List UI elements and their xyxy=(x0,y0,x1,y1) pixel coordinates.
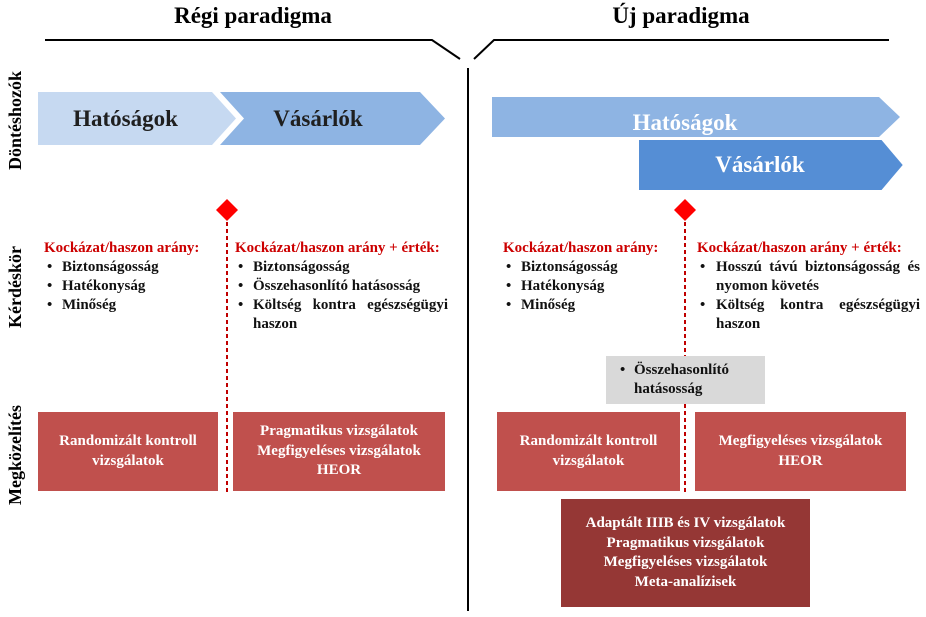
old-risk-benefit-block xyxy=(44,239,219,315)
old-risk-benefit-value-list xyxy=(235,258,448,334)
old-risk-benefit-value-heading: Kockázat/haszon arány + érték: xyxy=(235,240,440,256)
old-milestone-diamond xyxy=(216,199,238,221)
old-pragmatic-box xyxy=(233,412,445,491)
box-line: HEOR xyxy=(316,462,362,479)
new-risk-benefit-value-list xyxy=(697,258,920,334)
old-paradigm-title: Régi paradigma xyxy=(174,3,332,28)
box-line: Adaptált IIIB és IV vizsgálatok xyxy=(585,515,786,531)
box-line: Meta-analízisek xyxy=(634,573,737,590)
new-paradigm-title: Új paradigma xyxy=(612,3,750,28)
box-line: Megfigyeléses vizsgálatok xyxy=(603,554,768,570)
box-line: vizsgálatok xyxy=(552,452,625,469)
box-line: Megfigyeléses vizsgálatok xyxy=(718,433,883,449)
list-item: • Hatékonyság xyxy=(503,277,678,296)
new-observational-box xyxy=(695,412,906,491)
shared-list xyxy=(606,356,760,399)
new-risk-benefit-block xyxy=(503,239,678,315)
shared-comparative-effectiveness-box xyxy=(606,356,765,404)
list-item: • Költség kontra egészségügyi haszon xyxy=(697,296,920,334)
list-item: • Hatékonyság xyxy=(44,277,219,296)
list-item: • Biztonságosság xyxy=(235,258,448,277)
box-line: vizsgálatok xyxy=(92,452,164,469)
box-line: Megfigyeléses vizsgálatok xyxy=(257,442,421,459)
box-line: HEOR xyxy=(778,452,823,469)
list-item: • Minőség xyxy=(503,296,678,315)
box-line: Pragmatikus vizsgálatok xyxy=(606,534,765,551)
new-payers-label: Vásárlók xyxy=(715,152,805,177)
new-milestone-diamond xyxy=(674,199,696,221)
list-item: • Összehasonlító hatásosság xyxy=(235,277,448,296)
old-risk-benefit-heading: Kockázat/haszon arány: xyxy=(44,240,200,256)
row-label-decision-makers: Döntéshozók xyxy=(5,70,25,170)
old-risk-benefit-list xyxy=(44,258,219,315)
old-payers-label: Vásárlók xyxy=(273,106,363,131)
box-line: Randomizált kontroll xyxy=(59,433,197,449)
new-risk-benefit-list xyxy=(503,258,678,315)
list-item: • Összehasonlító hatásosság xyxy=(620,361,760,399)
list-item: • Minőség xyxy=(44,296,219,315)
new-rct-box xyxy=(497,412,680,491)
list-item: • Biztonságosság xyxy=(503,258,678,277)
new-risk-benefit-value-block xyxy=(697,239,920,334)
row-label-scope: Kérdéskör xyxy=(5,246,25,328)
new-risk-benefit-value-heading: Kockázat/haszon arány + érték: xyxy=(697,240,902,256)
list-item: • Hosszú távú biztonságosság és nyomon követés xyxy=(697,258,920,296)
old-risk-benefit-value-block xyxy=(235,239,448,334)
new-paradigm-bracket xyxy=(474,40,889,59)
old-authorities-label: Hatóságok xyxy=(73,106,178,131)
row-label-approach: Megközelítés xyxy=(5,405,25,505)
old-rct-box xyxy=(38,412,218,491)
box-line: Randomizált kontroll xyxy=(519,433,658,449)
box-line: Pragmatikus vizsgálatok xyxy=(260,423,418,440)
list-item: • Biztonságosság xyxy=(44,258,219,277)
old-paradigm-bracket xyxy=(45,40,460,59)
new-risk-benefit-heading: Kockázat/haszon arány: xyxy=(503,240,659,256)
new-authorities-label: Hatóságok xyxy=(632,110,738,135)
new-combined-approach-box xyxy=(561,499,810,607)
list-item: • Költség kontra egészségügyi haszon xyxy=(235,296,448,334)
